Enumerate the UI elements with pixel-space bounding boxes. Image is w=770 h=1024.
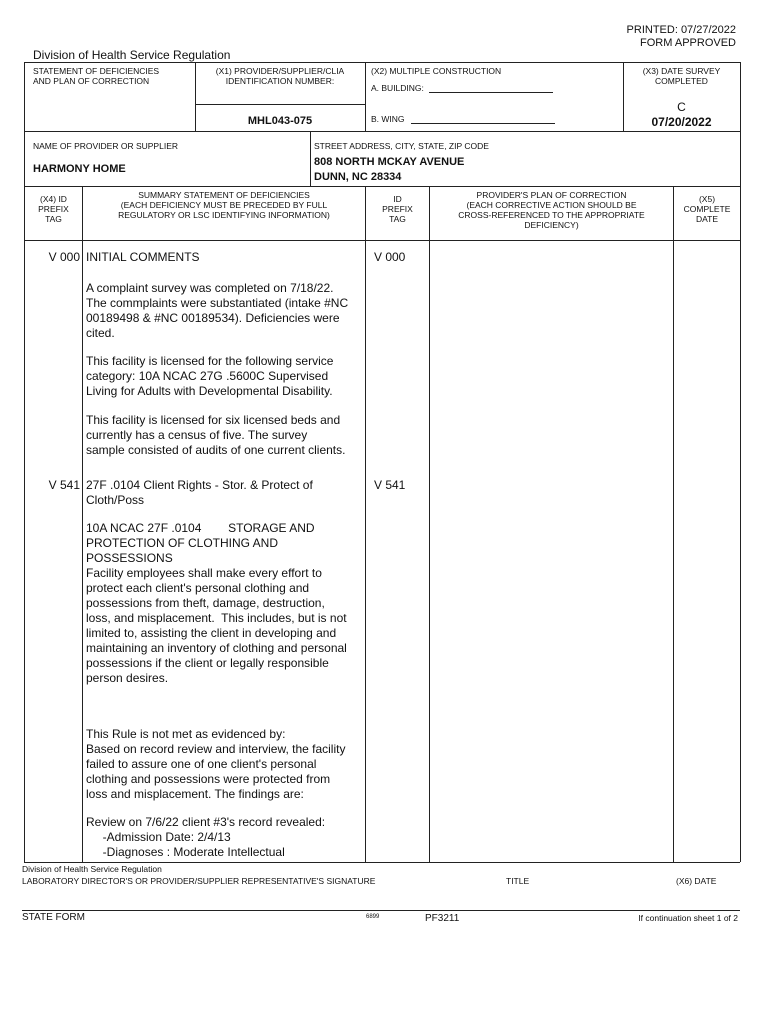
building-blank <box>429 92 553 93</box>
printed-date: PRINTED: 07/27/2022 <box>626 24 736 36</box>
summary-header: SUMMARY STATEMENT OF DEFICIENCIES (EACH DEFICIENCY MUST BE PRECEDED BY FULL REGULATORY OR LSC IDENTIFYING INFORMATION) <box>118 190 330 220</box>
pf-number: PF3211 <box>425 913 460 924</box>
x3-label: (X3) DATE SURVEY COMPLETED <box>642 66 721 86</box>
rule-text: 10A NCAC 27F .0104 STORAGE AND PROTECTION OF CLOTHING AND POSSESSIONS Facility employees shall make every effort to protect each client's personal clothing and possessions from theft, damage, destruction, loss, and misplacement. This includes, but is not limited to, assisting the client in developing and maintaining an inventory of clothing and personal possessions if the client or legally responsible person desires. <box>86 521 347 685</box>
statement-label: STATEMENT OF DEFICIENCIES AND PLAN OF CORRECTION <box>33 66 160 86</box>
x1-label: (X1) PROVIDER/SUPPLIER/CLIA IDENTIFICATION NUMBER: <box>215 66 345 86</box>
paragraph-complaint: A complaint survey was completed on 7/18/22. The commplaints were substantiated (intake #NC 00189498 & #NC 00189534). Deficiencies were cited. <box>86 281 349 340</box>
x1-value: MHL043-075 <box>247 115 313 127</box>
v541-title: 27F .0104 Client Rights - Stor. & Protect of Cloth/Poss <box>86 478 313 507</box>
address-line2: DUNN, NC 28334 <box>314 171 402 183</box>
x3-letter: C <box>677 100 686 114</box>
x4-header: (X4) ID PREFIX TAG <box>38 194 69 224</box>
continuation-sheet: If continuation sheet 1 of 2 <box>638 913 738 923</box>
signature-label: LABORATORY DIRECTOR'S OR PROVIDER/SUPPLIER REPRESENTATIVE'S SIGNATURE <box>22 876 376 886</box>
provider-label: NAME OF PROVIDER OR SUPPLIER <box>33 141 178 151</box>
footer-agency: Division of Health Service Regulation <box>22 864 162 874</box>
tag-v541-right: V 541 <box>374 478 406 492</box>
address-line1: 808 NORTH MCKAY AVENUE <box>314 156 465 168</box>
x6-date-label: (X6) DATE <box>676 876 717 886</box>
paragraph-license: This facility is licensed for the following service category: 10A NCAC 27G .5600C Supervised Living for Adults with Developmental Disability. <box>86 354 334 398</box>
address-label: STREET ADDRESS, CITY, STATE, ZIP CODE <box>314 141 489 151</box>
agency-title: Division of Health Service Regulation <box>33 48 231 62</box>
paragraph-census: This facility is licensed for six licensed beds and currently has a census of five. The survey sample consisted of audits of one current clients. <box>86 413 346 457</box>
signature-line <box>22 910 740 911</box>
building-label: A. BUILDING: <box>371 83 424 93</box>
x3-value: 07/20/2022 <box>651 115 712 129</box>
not-met-text: This Rule is not met as evidenced by: Based on record review and interview, the facility failed to assure one of one client's personal clothing and possessions were protected from loss and misplacement. The findings are: <box>86 727 346 801</box>
tag-v000: V 000 <box>48 250 80 264</box>
state-form: STATE FORM <box>22 912 85 923</box>
provider-name: HARMONY HOME <box>33 163 126 175</box>
title-label: TITLE <box>506 876 530 886</box>
wing-label: B. WING <box>371 114 405 124</box>
form-code: 6899 <box>366 914 380 920</box>
id-header: ID PREFIX TAG <box>382 194 413 224</box>
wing-blank <box>411 123 555 124</box>
initial-comments: INITIAL COMMENTS <box>86 250 200 264</box>
tag-v000-right: V 000 <box>374 250 406 264</box>
x5-header: (X5) COMPLETE DATE <box>683 194 731 224</box>
review-text: Review on 7/6/22 client #3's record revealed: -Admission Date: 2/4/13 -Diagnoses : Moderate Intellectual <box>86 815 326 859</box>
tag-v541: V 541 <box>48 478 80 492</box>
x2-label: (X2) MULTIPLE CONSTRUCTION <box>371 66 502 76</box>
wing-row <box>371 114 555 124</box>
form-approved: FORM APPROVED <box>640 37 736 49</box>
plan-header: PROVIDER'S PLAN OF CORRECTION (EACH CORRECTIVE ACTION SHOULD BE CROSS-REFERENCED TO THE APPROPRIATE DEFICIENCY) <box>458 190 645 230</box>
building-row <box>371 83 553 93</box>
